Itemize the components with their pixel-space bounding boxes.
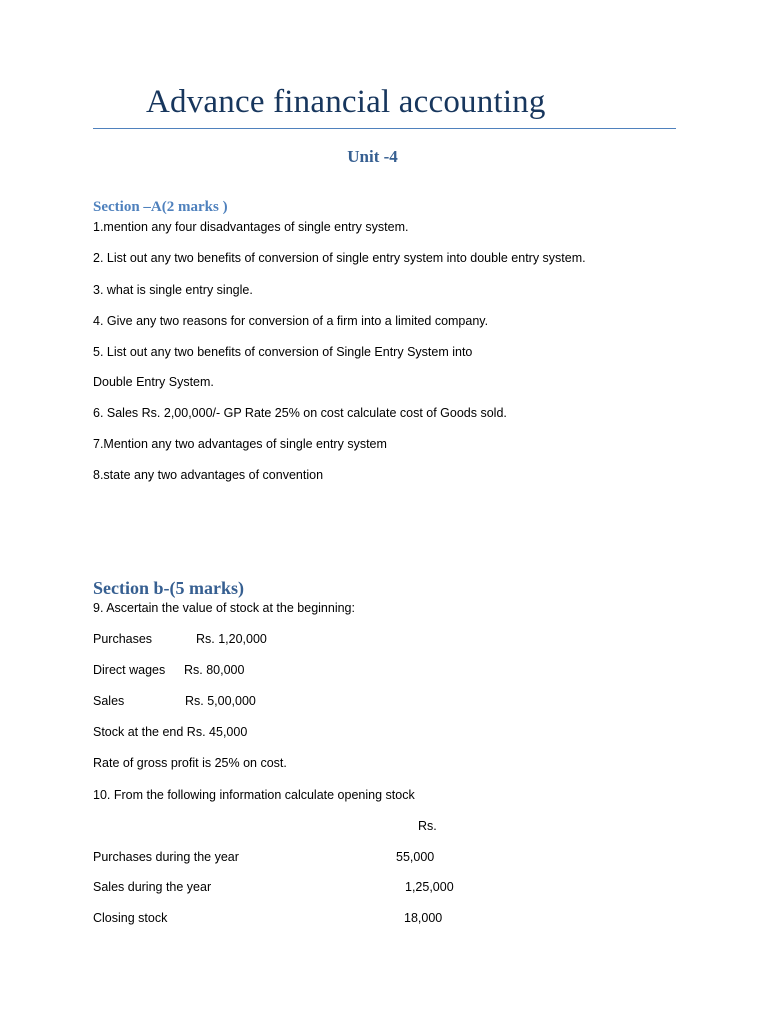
- question-2: 2. List out any two benefits of conversion of single entry system into double entry system.: [93, 251, 586, 265]
- question-1: 1.mention any four disadvantages of single entry system.: [93, 220, 409, 234]
- question-6: 6. Sales Rs. 2,00,000/- GP Rate 25% on cost calculate cost of Goods sold.: [93, 406, 507, 420]
- question-8: 8.state any two advantages of convention: [93, 468, 324, 482]
- q10-purchases-label: Purchases during the year: [93, 850, 239, 864]
- q9-purchases-value: Rs. 1,20,000: [196, 632, 267, 646]
- question-3: 3. what is single entry single.: [93, 283, 253, 297]
- unit-subtitle: Unit -4: [347, 147, 398, 166]
- q10-closing-stock-value: 18,000: [404, 911, 443, 925]
- section-b-heading: Section b-(5 marks): [93, 578, 244, 598]
- q9-sales-label: Sales: [93, 694, 125, 708]
- question-10: 10. From the following information calculate opening stock: [93, 788, 415, 802]
- q9-purchases-label: Purchases: [93, 632, 153, 646]
- q9-stock-at-end: Stock at the end Rs. 45,000: [93, 725, 248, 739]
- title-underline: [93, 128, 676, 129]
- q10-purchases-value: 55,000: [396, 850, 435, 864]
- q10-sales-value: 1,25,000: [405, 880, 454, 894]
- q9-direct-wages-label: Direct wages: [93, 663, 166, 677]
- q10-closing-stock-label: Closing stock: [93, 911, 168, 925]
- q10-sales-label: Sales during the year: [93, 880, 212, 894]
- q9-gross-profit-rate: Rate of gross profit is 25% on cost.: [93, 756, 287, 770]
- question-4: 4. Give any two reasons for conversion of a firm into a limited company.: [93, 314, 489, 328]
- q9-direct-wages-value: Rs. 80,000: [184, 663, 245, 677]
- q10-currency-header: Rs.: [418, 819, 437, 833]
- question-5-continued: Double Entry System.: [93, 375, 214, 389]
- question-5: 5. List out any two benefits of conversion of Single Entry System into: [93, 345, 473, 359]
- document-title: Advance financial accounting: [146, 84, 546, 120]
- q9-sales-value: Rs. 5,00,000: [185, 694, 256, 708]
- question-7: 7.Mention any two advantages of single entry system: [93, 437, 387, 451]
- section-a-heading: Section –A(2 marks ): [93, 199, 228, 215]
- question-9: 9. Ascertain the value of stock at the beginning:: [93, 601, 355, 615]
